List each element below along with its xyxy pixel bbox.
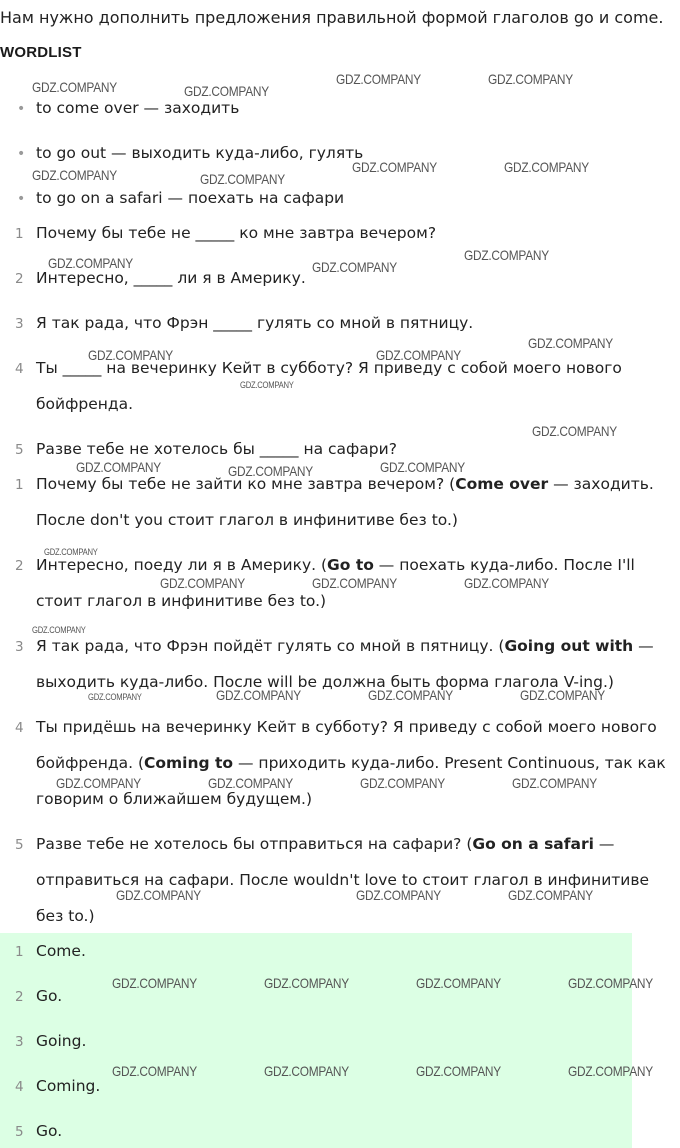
answer-number: 5 — [15, 1124, 24, 1140]
answer-number: 1 — [15, 944, 24, 960]
key-phrase: Come over — [455, 475, 549, 493]
watermark: GDZ.COMPANY — [32, 625, 86, 635]
answer-text: Going. — [36, 1032, 87, 1050]
watermark: GDZ.COMPANY — [352, 159, 437, 175]
watermark: GDZ.COMPANY — [208, 775, 293, 791]
watermark: GDZ.COMPANY — [464, 247, 549, 263]
watermark: GDZ.COMPANY — [240, 380, 294, 390]
explanation-number: 1 — [15, 477, 24, 493]
explanation-text-continued: без to.) — [36, 907, 95, 925]
watermark: GDZ.COMPANY — [504, 159, 589, 175]
bullet-dot-icon: • — [17, 101, 26, 117]
question-number: 3 — [15, 316, 24, 332]
watermark: GDZ.COMPANY — [568, 975, 653, 991]
question-text: Разве тебе не хотелось бы _____ на сафари? — [36, 440, 397, 458]
watermark: GDZ.COMPANY — [56, 775, 141, 791]
answers-panel — [0, 933, 632, 1148]
watermark: GDZ.COMPANY — [116, 887, 201, 903]
watermark: GDZ.COMPANY — [512, 775, 597, 791]
watermark: GDZ.COMPANY — [48, 255, 133, 271]
watermark: GDZ.COMPANY — [312, 259, 397, 275]
watermark: GDZ.COMPANY — [216, 687, 301, 703]
key-phrase: Go to — [327, 556, 374, 574]
question-number: 1 — [15, 226, 24, 242]
wordlist-heading: WORDLIST — [0, 44, 82, 61]
explanation-text: Разве тебе не хотелось бы отправиться на сафари? (Go on a safari — — [36, 835, 615, 853]
watermark: GDZ.COMPANY — [76, 459, 161, 475]
bullet-dot-icon: • — [17, 146, 26, 162]
bullet-dot-icon: • — [17, 191, 26, 207]
answer-text: Coming. — [36, 1077, 101, 1095]
wordlist-item: to go on a safari — поехать на сафари — [36, 189, 345, 207]
question-text: Почему бы тебе не _____ ко мне завтра вечером? — [36, 224, 437, 242]
watermark: GDZ.COMPANY — [368, 687, 453, 703]
explanation-number: 5 — [15, 837, 24, 853]
answer-text: Go. — [36, 987, 63, 1005]
question-number: 5 — [15, 442, 24, 458]
explanation-text: Интересно, поеду ли я в Америку. (Go to — поехать куда-либо. После I'll — [36, 556, 635, 574]
explanation-text-continued: стоит глагол в инфинитиве без to.) — [36, 592, 327, 610]
watermark: GDZ.COMPANY — [520, 687, 605, 703]
question-text: Ты _____ на вечеринку Кейт в субботу? Я приведу с собой моего нового — [36, 359, 622, 377]
question-text: Интересно, _____ ли я в Америку. — [36, 269, 306, 287]
watermark: GDZ.COMPANY — [112, 975, 197, 991]
key-phrase: Coming to — [144, 754, 234, 772]
watermark: GDZ.COMPANY — [312, 575, 397, 591]
key-phrase: Go on a safari — [472, 835, 594, 853]
question-text: Я так рада, что Фрэн _____ гулять со мной в пятницу. — [36, 314, 474, 332]
explanation-number: 4 — [15, 720, 24, 736]
watermark: GDZ.COMPANY — [508, 887, 593, 903]
answer-number: 2 — [15, 989, 24, 1005]
explanation-text-continued: бойфренда. (Coming to — приходить куда-либо. Present Continuous, так как — [36, 754, 666, 772]
watermark: GDZ.COMPANY — [32, 167, 117, 183]
answer-text: Go. — [36, 1122, 63, 1140]
watermark: GDZ.COMPANY — [336, 71, 421, 87]
wordlist-item: to go out — выходить куда-либо, гулять — [36, 144, 364, 162]
watermark: GDZ.COMPANY — [376, 347, 461, 363]
watermark: GDZ.COMPANY — [200, 171, 285, 187]
watermark: GDZ.COMPANY — [360, 775, 445, 791]
watermark: GDZ.COMPANY — [356, 887, 441, 903]
answer-number: 3 — [15, 1034, 24, 1050]
explanation-text: Я так рада, что Фрэн пойдёт гулять со мной в пятницу. (Going out with — — [36, 637, 654, 655]
watermark: GDZ.COMPANY — [488, 71, 573, 87]
watermark: GDZ.COMPANY — [160, 575, 245, 591]
explanation-text-continued: После don't you стоит глагол в инфинитиве без to.) — [36, 511, 458, 529]
wordlist-item: to come over — заходить — [36, 99, 240, 117]
watermark: GDZ.COMPANY — [464, 575, 549, 591]
intro-text: Нам нужно дополнить предложения правильной формой глаголов go и come. — [0, 8, 664, 27]
watermark: GDZ.COMPANY — [532, 423, 617, 439]
question-text-continued: бойфренда. — [36, 395, 134, 413]
explanation-text: Ты придёшь на вечеринку Кейт в субботу? Я приведу с собой моего нового — [36, 718, 657, 736]
watermark: GDZ.COMPANY — [44, 547, 98, 557]
watermark: GDZ.COMPANY — [88, 692, 142, 702]
explanation-text: Почему бы тебе не зайти ко мне завтра вечером? (Come over — заходить. — [36, 475, 654, 493]
explanation-number: 3 — [15, 639, 24, 655]
key-phrase: Going out with — [504, 637, 634, 655]
watermark: GDZ.COMPANY — [264, 975, 349, 991]
explanation-text-continued: говорим о ближайшем будущем.) — [36, 790, 313, 808]
explanation-text-continued: выходить куда-либо. После will be должна быть форма глагола V-ing.) — [36, 673, 614, 691]
watermark: GDZ.COMPANY — [416, 975, 501, 991]
watermark: GDZ.COMPANY — [184, 83, 269, 99]
watermark: GDZ.COMPANY — [528, 335, 613, 351]
explanation-text-continued: отправиться на сафари. После wouldn't love to стоит глагол в инфинитиве — [36, 871, 650, 889]
watermark: GDZ.COMPANY — [32, 79, 117, 95]
watermark: GDZ.COMPANY — [228, 463, 313, 479]
watermark: GDZ.COMPANY — [88, 347, 173, 363]
explanation-number: 2 — [15, 558, 24, 574]
watermark: GDZ.COMPANY — [416, 1063, 501, 1079]
question-number: 4 — [15, 361, 24, 377]
question-number: 2 — [15, 271, 24, 287]
watermark: GDZ.COMPANY — [380, 459, 465, 475]
watermark: GDZ.COMPANY — [264, 1063, 349, 1079]
answer-text: Come. — [36, 942, 86, 960]
watermark: GDZ.COMPANY — [112, 1063, 197, 1079]
answer-number: 4 — [15, 1079, 24, 1095]
watermark: GDZ.COMPANY — [568, 1063, 653, 1079]
